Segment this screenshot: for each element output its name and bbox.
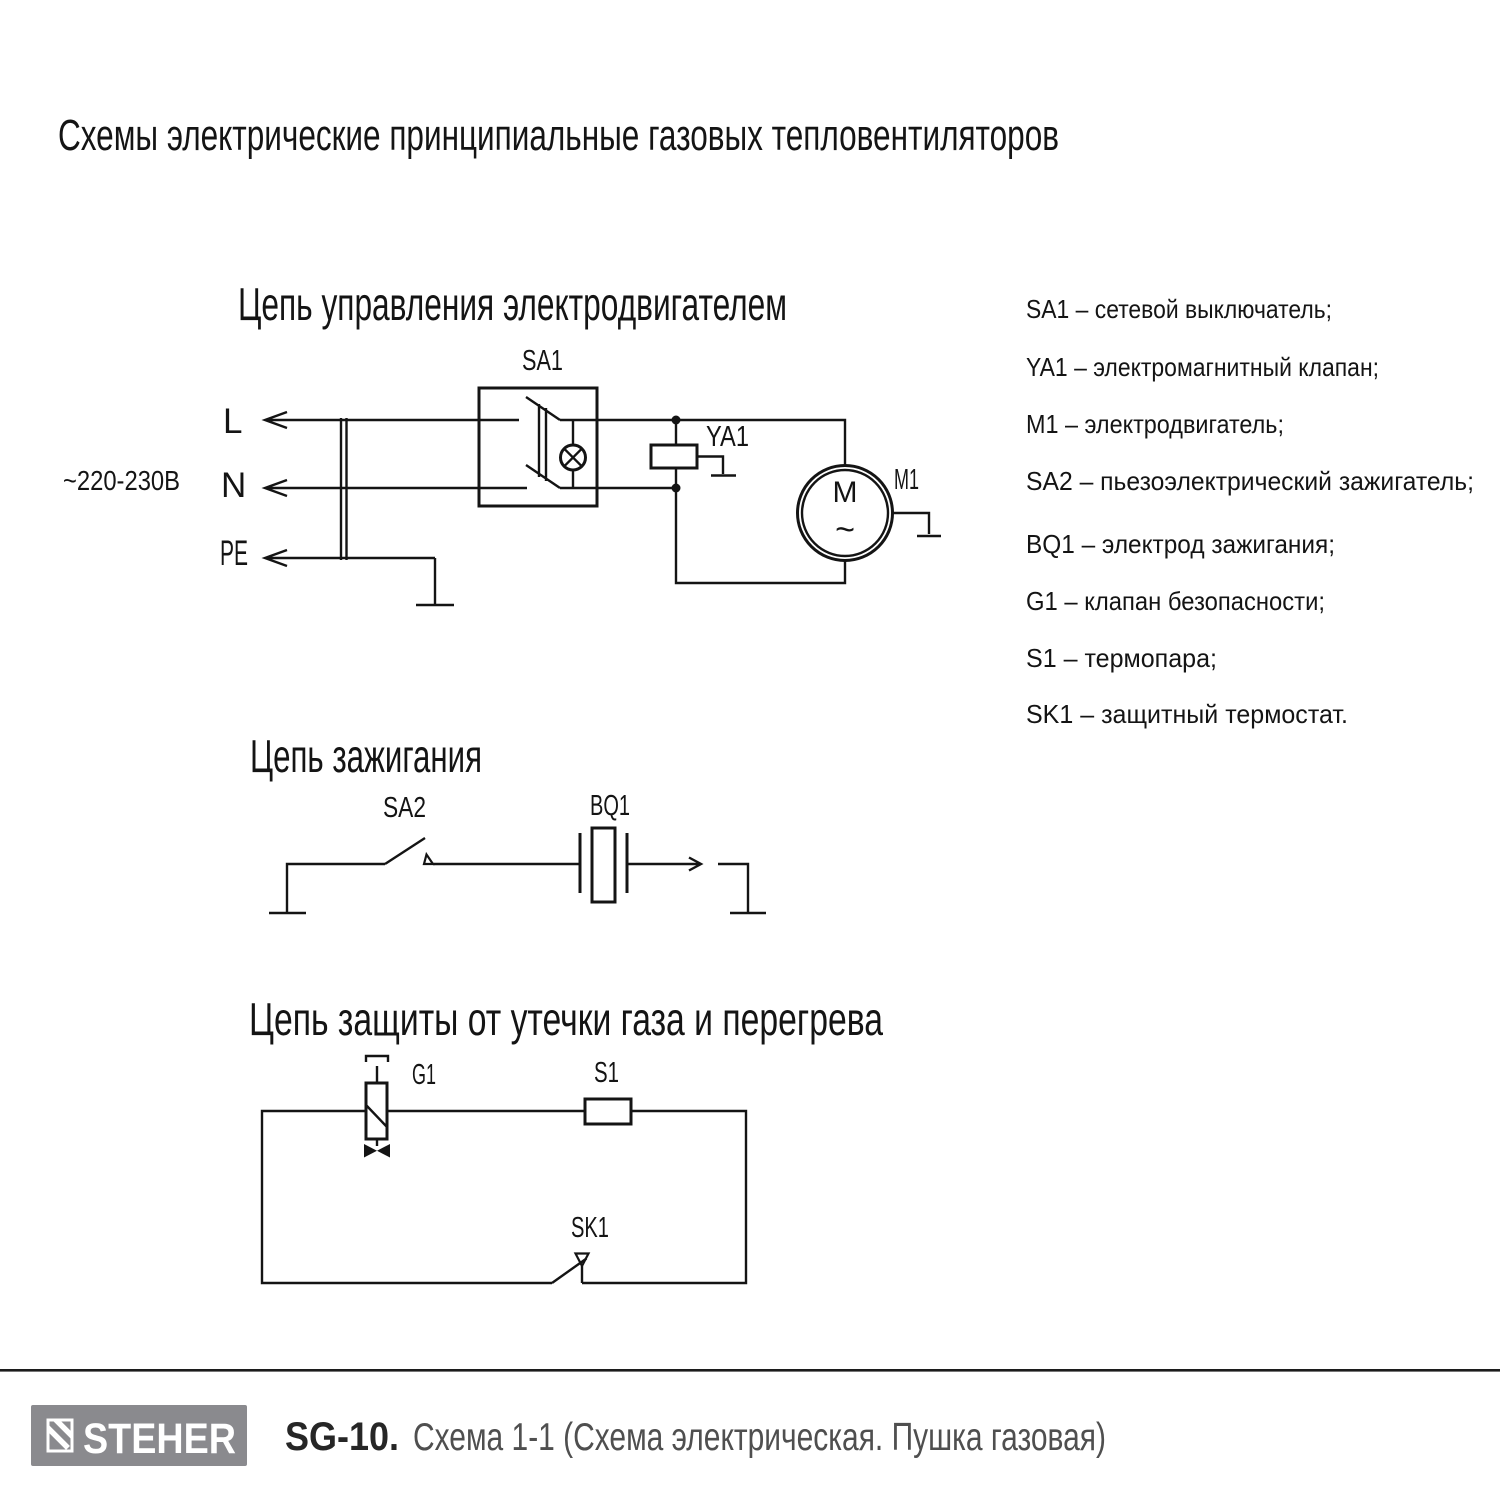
sk1-label: SK1 [571,1212,609,1244]
m1-label: M1 [894,464,919,496]
motor-letter: M [832,476,858,509]
bq1-label: BQ1 [590,790,630,822]
footer [0,1369,1500,1466]
ya1-ground-icon [697,457,736,476]
sa1-label: SA1 [522,345,563,377]
line-n-arrow [265,480,527,496]
motor-control-circuit [63,278,941,605]
terminal-pe-label: PE [220,534,248,573]
g1-valve-triangle-right [377,1144,390,1158]
voltage-label: ~220-230В [63,465,180,496]
brand-name: STEHER [83,1415,236,1463]
junction-dot-top [672,416,681,425]
bq1-electrode-symbol [592,828,615,902]
wire-l-to-motor [560,420,845,466]
loop-wiring [262,1111,746,1283]
pe-ground-icon [416,558,454,605]
g1-valve-triangle-left [364,1144,377,1158]
ya1-label: YA1 [706,421,749,453]
g1-valve-body [366,1083,387,1139]
brand-logo [31,1405,247,1466]
legend-item-g1: G1 – клапан безопасности; [1026,586,1325,616]
ya1-coil-symbol [651,445,697,468]
circuit2-title: Цепь зажигания [250,730,482,782]
line-l-arrow [265,412,519,428]
g1-actuator-icon [366,1056,388,1083]
sa2-contact-triangle [424,855,433,865]
left-ground-icon [269,864,385,913]
circuit3-title: Цепь защиты от утечки газа и перегрева [249,993,884,1045]
legend-item-ya1: YA1 – электромагнитный клапан; [1026,352,1379,382]
sa1-lamp-leads [564,420,582,488]
spark-arrow [627,858,701,871]
g1-label: G1 [412,1059,436,1091]
legend-item-sa1: SA1 – сетевой выключатель; [1026,294,1332,324]
s1-thermocouple-symbol [585,1099,631,1124]
legend-item-sk1: SK1 – защитный термостат. [1026,699,1348,729]
legend-item-s1: S1 – термопара; [1026,643,1217,673]
legend-item-bq1: BQ1 – электрод зажигания; [1026,529,1335,559]
sa2-label: SA2 [383,792,426,824]
legend-item-m1: M1 – электродвигатель; [1026,409,1284,439]
right-ground-icon [718,864,766,913]
sa2-switch-blade [385,838,425,864]
footer-divider [0,1369,1500,1372]
footer-caption: Схема 1-1 (Схема электрическая. Пушка газовая) [413,1416,1106,1459]
circuit1-title: Цепь управления электродвигателем [238,278,787,330]
terminal-l-label: L [223,402,243,441]
page-title: Схемы электрические принципиальные газовых тепловентиляторов [58,111,1059,160]
protection-circuit [249,993,883,1283]
wire-n-to-motor [676,488,845,583]
line-pe-arrow [265,550,435,566]
motor-ground-icon [893,513,942,536]
terminal-n-label: N [221,466,247,505]
legend-item-sa2: SA2 – пьезоэлектрический зажигатель; [1026,466,1474,496]
g1-valve-diagonal [366,1105,387,1127]
sa1-switch-contacts [526,397,560,488]
motor-ac-symbol: ~ [835,511,855,549]
legend [1026,294,1474,729]
ignition-circuit [250,730,766,913]
s1-label: S1 [594,1057,619,1089]
footer-model: SG-10. [285,1415,399,1459]
